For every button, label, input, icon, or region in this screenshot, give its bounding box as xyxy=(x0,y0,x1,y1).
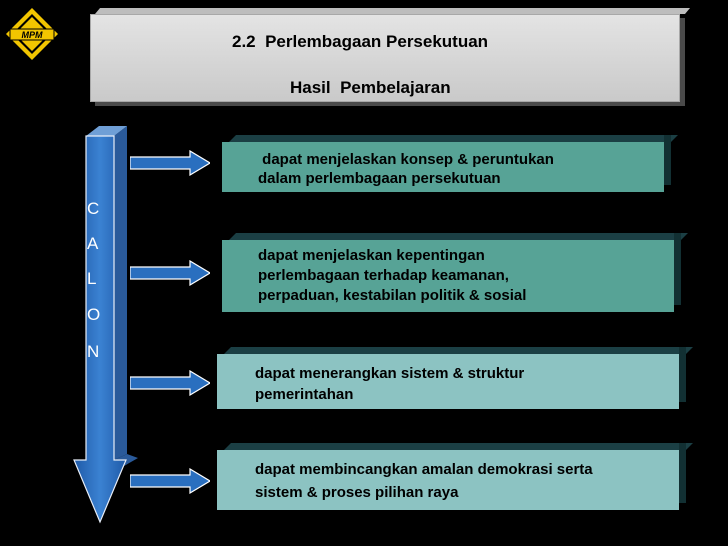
outcome-box-4 xyxy=(217,450,679,510)
outcome-4-line-2: sistem & proses pilihan raya xyxy=(255,484,459,501)
outcome-4-line-1: dapat membincangkan amalan demokrasi serta xyxy=(255,461,593,478)
outcome-1-line-1: dapat menjelaskan konsep & peruntukan xyxy=(258,151,554,168)
calon-letter-l: L xyxy=(87,269,97,288)
calon-down-arrow xyxy=(60,122,140,532)
calon-letter-n: N xyxy=(87,342,100,361)
calon-letter-a: A xyxy=(87,234,99,253)
outcome-box-2 xyxy=(222,240,674,312)
mpm-logo xyxy=(4,6,60,62)
outcome-2-line-1: dapat menjelaskan kepentingan xyxy=(258,247,485,264)
outcome-box-1 xyxy=(222,142,664,192)
right-arrow-icon xyxy=(130,468,210,494)
section-title: 2.2 Perlembagaan Persekutuan xyxy=(232,32,489,51)
right-arrow-icon xyxy=(130,370,210,396)
outcome-3-line-2: pemerintahan xyxy=(255,386,354,403)
outcome-1-line-2: dalam perlembagaan persekutuan xyxy=(258,170,501,187)
outcome-3-line-1: dapat menerangkan sistem & struktur xyxy=(255,365,525,382)
outcome-2-line-3: perpaduan, kestabilan politik & sosial xyxy=(258,287,527,304)
title-panel xyxy=(90,14,680,102)
outcome-2-line-2: perlembagaan terhadap keamanan, xyxy=(258,267,509,284)
right-arrow-icon xyxy=(130,150,210,176)
section-subtitle: Hasil Pembelajaran xyxy=(290,78,451,97)
logo-text: MPM xyxy=(21,30,43,40)
calon-letter-o: O xyxy=(87,305,101,324)
calon-letter-c: C xyxy=(87,199,100,218)
outcome-box-3 xyxy=(217,354,679,409)
right-arrow-icon xyxy=(130,260,210,286)
